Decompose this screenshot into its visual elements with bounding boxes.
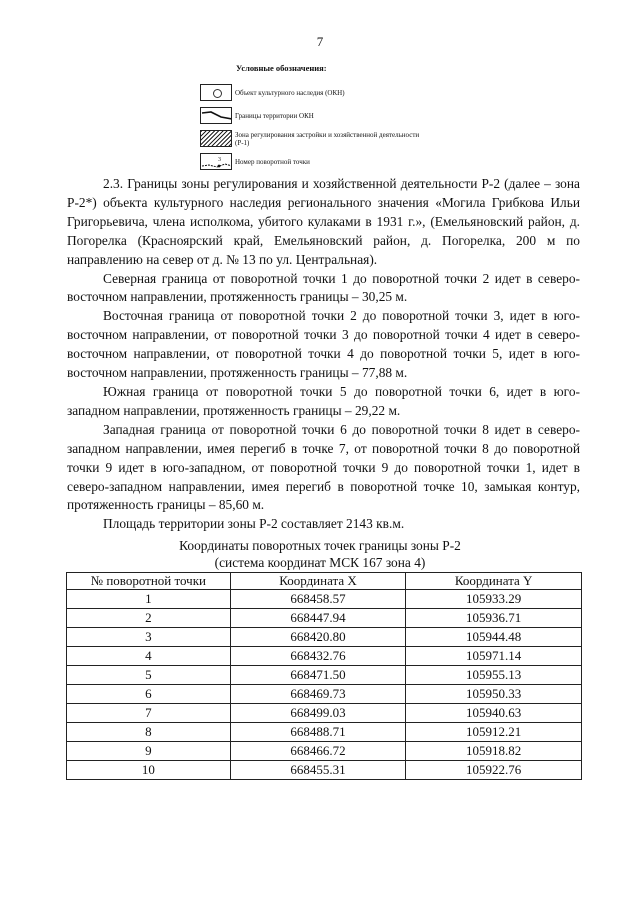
table-cell: 668466.72 xyxy=(230,742,406,761)
page-number: 7 xyxy=(316,34,324,49)
legend xyxy=(200,63,430,175)
legend-item-label: Номер поворотной точки xyxy=(235,157,310,166)
column-header: № поворотной точки xyxy=(67,573,231,590)
table-title-line1: Координаты поворотных точек границы зоны Р-2 xyxy=(179,538,461,553)
turning-point-digit: 3 xyxy=(218,157,221,163)
turning-point-icon xyxy=(200,153,232,170)
table-cell: 105944.48 xyxy=(406,628,582,647)
table-cell: 668469.73 xyxy=(230,685,406,704)
okn-boundary-icon xyxy=(200,107,232,124)
table-cell: 105918.82 xyxy=(406,742,582,761)
table-row xyxy=(67,723,582,742)
table-cell: 105955.13 xyxy=(406,666,582,685)
table-cell: 668499.03 xyxy=(230,704,406,723)
legend-item-label: Объект культурного наследия (ОКН) xyxy=(235,88,345,97)
document-body xyxy=(67,175,580,534)
table-row xyxy=(67,685,582,704)
table-row xyxy=(67,742,582,761)
coordinates-table xyxy=(66,572,582,780)
table-cell: 105971.14 xyxy=(406,647,582,666)
legend-item xyxy=(200,106,430,125)
legend-item-label: Границы территории ОКН xyxy=(235,111,314,120)
table-cell: 6 xyxy=(67,685,231,704)
table-row xyxy=(67,590,582,609)
table-row xyxy=(67,647,582,666)
legend-item-label: Зона регулирования застройки и хозяйственной деятельности (Р-1) xyxy=(235,130,420,147)
legend-item xyxy=(200,152,430,171)
table-cell: 2 xyxy=(67,609,231,628)
column-header: Координата Y xyxy=(406,573,582,590)
table-cell: 3 xyxy=(67,628,231,647)
table-cell: 668447.94 xyxy=(230,609,406,628)
table-row xyxy=(67,666,582,685)
table-cell: 668458.57 xyxy=(230,590,406,609)
table-cell: 10 xyxy=(67,761,231,780)
regulation-zone-icon xyxy=(200,130,232,147)
table-row xyxy=(67,628,582,647)
table-cell: 105922.76 xyxy=(406,761,582,780)
table-cell: 8 xyxy=(67,723,231,742)
table-cell: 4 xyxy=(67,647,231,666)
table-title-line2: (система координат МСК 167 зона 4) xyxy=(214,555,426,570)
legend-title: Условные обозначения: xyxy=(236,63,327,73)
paragraph-west-boundary: Западная граница от поворотной точки 6 до поворотной точки 8 идет в северо-западном направлении, имея перегиб в точке 7, от поворотной точки 8 до поворотной точки 9 идет в юго-западном, от поворотной точки 9 до поворотной точки 1, идет в северо-западном направлении, имея перегиб в поворотной точке 10, замыкая контур, протяженность границы – 85,60 м. xyxy=(67,421,580,513)
paragraph-area: Площадь территории зоны Р-2 составляет 2143 кв.м. xyxy=(103,516,405,532)
table-cell: 105936.71 xyxy=(406,609,582,628)
table-cell: 668488.71 xyxy=(230,723,406,742)
legend-item xyxy=(200,83,430,102)
table-cell: 9 xyxy=(67,742,231,761)
table-cell: 668455.31 xyxy=(230,761,406,780)
paragraph-east-boundary: Восточная граница от поворотной точки 2 до поворотной точки 3, идет в юго-восточном направлении, от поворотной точки 3 до поворотной точки 4 идет в северо-восточном направлении, от поворотной точки 4 до поворотной точки 5, идет в юго-восточном направлении, протяженность границы – 77,88 м. xyxy=(67,308,580,381)
table-cell: 105950.33 xyxy=(406,685,582,704)
table-cell: 668420.80 xyxy=(230,628,406,647)
table-cell: 5 xyxy=(67,666,231,685)
paragraph-north-boundary: Северная граница от поворотной точки 1 до поворотной точки 2 идет в северо-восточном направлении, протяженность границы – 30,25 м. xyxy=(67,270,580,305)
legend-item xyxy=(200,129,430,148)
table-title xyxy=(0,537,640,571)
table-cell: 105933.29 xyxy=(406,590,582,609)
table-cell: 105912.21 xyxy=(406,723,582,742)
paragraph-zone-description: 2.3. Границы зоны регулирования и хозяйственной деятельности Р-2 (далее – зона Р-2*) объекта культурного наследия регионального значения «Могила Грибкова Ильи Григорьевича, члена исполкома, убитого кулаками в 1931 г.», (Емельяновский район, д. Погорелка (Красноярский край, Емельяновский район, д. Погорелка, 200 м по направлению на север от д. № 13 по ул. Центральная). xyxy=(67,176,580,267)
table-header-row xyxy=(67,573,582,590)
table-cell: 105940.63 xyxy=(406,704,582,723)
okn-object-icon xyxy=(200,84,232,101)
table-row xyxy=(67,704,582,723)
table-cell: 668432.76 xyxy=(230,647,406,666)
table-row xyxy=(67,761,582,780)
table-row xyxy=(67,609,582,628)
table-cell: 1 xyxy=(67,590,231,609)
table-cell: 668471.50 xyxy=(230,666,406,685)
column-header: Координата X xyxy=(230,573,406,590)
table-cell: 7 xyxy=(67,704,231,723)
paragraph-south-boundary: Южная граница от поворотной точки 5 до поворотной точки 6, идет в юго-западном направлении, протяженность границы – 29,22 м. xyxy=(67,383,580,418)
